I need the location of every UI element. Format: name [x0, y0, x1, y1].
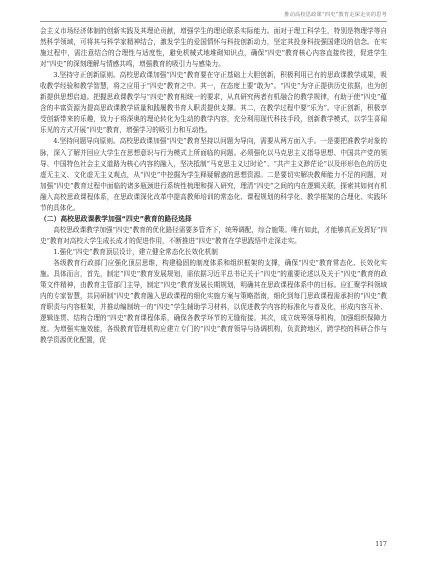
- page-number: 117: [375, 541, 387, 548]
- paragraph: 3.坚持守正创新原则。高校思政课加强“四史”教育要在守正基础上大胆创新，积极利用已有的思政课教学成果，吸收教学经验和教学智慧，将之应用于“四史”教育之中。其一，在态度上要“敢为”。“四史”为守正提供历史依据，也为创新提供思想启迪。把握思政课教学与“四史”教育相统一的要求，从真研究两者有机融合的教学规律，有助于使“四史”蕴含的丰富资源为提高思政课教学质量和践履教书育人职责提供支撑。其二，在教学过程中要“乐为”。守正创新，积极享受创新带来的乐趣，致力于将深奥的理论转化为生动的教学内容，充分利用现代科技手段，创新教学模式，以学生喜闻乐见的方式开展“四史”教育，增强学习的吸引力和互动性。: [40, 71, 387, 135]
- paragraph: 高校思政课教学加强“四史”教育的优化路径需要多管齐下，统筹调配，综合施策。唯有如此，才能够真正发挥好“四史”教育对高校大学生成长成才的促进作用，不断推进“四史”教育在学思践悟中走深走实。: [40, 225, 387, 245]
- paragraph: 4.坚持问题导向原则。高校思政课加强“四史”教育坚持以问题为导向，需要从两方面入手。一是要把准教学对象的脉，深入了解并回应大学生在思想意识与行为模式上所面临的问题。必须强化以马克思主义指导思想、中国共产党的领导、中国特色社会主义道路为核心内容的融入，坚决抵制“马克思主义过时论”、“共产主义渺茫论”以及形形色色的历史虚无主义、文化虚无主义观点，从“四史”中挖掘为学生释疑解惑的思想资源。二是要切实解决教师能力不足的问题，对加强“四史”教育过程中面临的诸多瓶颈进行系统性梳理和探入研究，理清“四史”之间的内在逻辑关联，探索其如何有机融入高校思政课程体系，在思政课深化改革中提高教师培训的常态化、课程规划的科学化、教学框架的合理化、实践环节的具体化。: [40, 137, 387, 212]
- sub-heading: 1.强化“四史”教育顶层设计，建立健全常态化长效化机制: [53, 247, 218, 256]
- section-heading: （二）高校思政课教学加强“四史”教育的路径选择: [40, 214, 192, 223]
- paragraph: 会主义市场经济体制的创新实践及其理论贡献，增强学生的理论联系实际能力。面对于理工科学生，特别是物理学等自然科学领域，可将其与科学家精神结合，激发学生的爱国情怀与科技创新动力，坚定其投身科技强国建设的信念。在实施过程中，需注意结合的合理性与适度性，避免机械式地堆砌知识点，确保“四史”教育核心内容直接传授，促进学生对“四史”的深刻理解与情感共鸣，增强教育的吸引力与感染力。: [40, 27, 387, 69]
- running-header: 推动高校思政课“四史”教育走深走实的思考: [284, 12, 387, 18]
- body-text: [40, 26, 387, 346]
- header-divider: [40, 21, 387, 22]
- paragraph: 各级教育行政部门应强化顶层思维，构建稳固的制度体系和组织框架的支撑，确保“四史”教育常态化、长效化实施。具体而言，首先，制定“四史”教育发展规划，需依据习近平总书记关于“四史”的重要论述以及关于“四史”教育的政策文件精神，由教育主管部门主导，制定“四史”教育发展长期规划，明确其在思政课程体系中的目标。应汇聚学科领域内的专家智慧，共同研制“四史”教育融入思政课程的细化实施方案与策略指南，细化到每门思政课程需承担的“四史”教育职责与内容框架，并推动编制统一的“四史”学生辅助学习材料，以促进教学内容的标准化与普及化，形成内容互补、逻辑连贯、结构合理的“四史”教育课程体系，确保各教学环节的无缝衔接。其次，成立统筹领导机构，加强组织保障力度。为增强实施效能，各级教育管理机构应建立专门的“四史”教育领导与协调机构，负责跨地区，跨学校的科研合作与教学资源优化配置，促: [40, 258, 387, 345]
